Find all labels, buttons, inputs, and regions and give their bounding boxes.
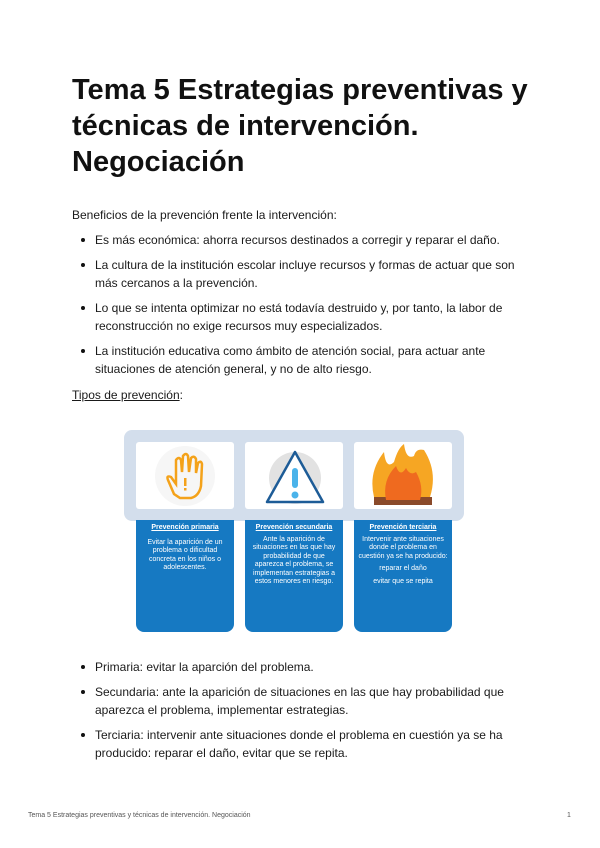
card-extra: evitar que se repita [373, 577, 433, 585]
card-heading: Prevención primaria [151, 524, 219, 531]
card-text: Intervenir ante situaciones donde el problema en cuestión ya se ha producido: [358, 535, 448, 560]
tipos-link: Tipos de prevención [72, 388, 180, 402]
card-tertiary [354, 520, 452, 632]
prevention-infographic [124, 430, 464, 635]
card-extra: reparar el daño [379, 565, 427, 572]
intro-text: Beneficios de la prevención frente la intervención: [72, 208, 337, 222]
list-item: Primaria: evitar la aparción del problema. [72, 658, 532, 676]
page-number: 1 [567, 812, 571, 819]
list-item: La institución educativa como ámbito de atención social, para actuar ante situaciones de atención general, y no de alto riesgo. [72, 342, 532, 378]
card-heading: Prevención secundaria [255, 524, 333, 531]
card-text: Evitar la aparición de un problema o dificultad concreta en los niños o adolescentes. [147, 538, 223, 571]
warning-icon [245, 442, 343, 509]
footer-text: Tema 5 Estrategias preventivas y técnicas de intervención. Negociación [28, 812, 251, 819]
list-item: Secundaria: ante la aparición de situaciones en las que hay probabilidad que aparezca el problema, implementar estrategias. [72, 683, 532, 719]
benefits-list [72, 231, 532, 385]
card-text: Ante la aparición de situaciones en las que hay probabilidad de que aparezca el problema, se implementan estrategias a estos menores en riesgo. [252, 535, 336, 585]
page-title: Tema 5 Estrategias preventivas y técnicas de intervención. Negociación [72, 74, 528, 178]
tipos-heading [72, 386, 183, 404]
types-list [72, 658, 532, 769]
list-item: Es más económica: ahorra recursos destinados a corregir y reparar el daño. [72, 231, 532, 249]
hand-stop-icon [136, 442, 234, 509]
list-item: La cultura de la institución escolar incluye recursos y formas de actuar que son más cercanos a la prevención. [72, 256, 532, 292]
list-item: Terciaria: intervenir ante situaciones donde el problema en cuestión ya se ha producido: reparar el daño, evitar que se repita. [72, 726, 532, 762]
card-primary [136, 520, 234, 632]
fire-icon [354, 442, 452, 509]
card-heading: Prevención terciaria [369, 524, 437, 531]
colon: : [179, 388, 183, 402]
list-item: Lo que se intenta optimizar no está todavía destruido y, por tanto, la labor de reconstrucción no exige recursos muy especializados. [72, 299, 532, 335]
card-secondary [245, 520, 343, 632]
